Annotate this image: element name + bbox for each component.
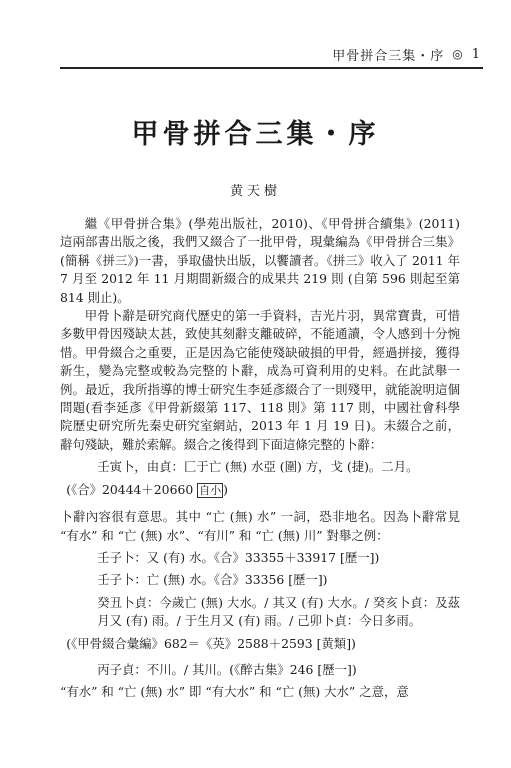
ornament-icon: ◎	[452, 47, 464, 61]
example-5: 丙子貞：不川。/ 其川。(《醉古集》246 [歷一])	[97, 661, 357, 677]
paragraph-4: “有水” 和 “亡 (無) 水” 即 “有大水” 和 “亡 (無) 大水” 之意，意	[60, 684, 409, 700]
paragraph-2: 甲骨卜辭是研究商代歷史的第一手資料，吉光片羽，異常寶貴，可惜多數甲骨因殘缺太甚，致使其刻辭支離破碎，不能通讀，令人感到十分惋惜。甲骨綴合之重要，正是因為它能使殘缺破損的甲骨，經過拼接，獲得新生，變為完整或較為完整的卜辭，成為可資利用的史料。在此試舉一例。最近，我所指導的博士研究生李延彥綴合了一則殘甲，就能說明這個問題(看李延彥《甲骨新綴第 117、118 則》第 117 則，中國社會科學院歷史研究所先秦史研究室網站，2013 年 1 月 19 日)。未綴合之前，辭句殘缺，難於索解。綴合之後得到下面這條完整的卜辭：	[60, 308, 460, 452]
category-tag: 自小	[199, 483, 222, 497]
example-2-text: 壬子卜：又 (有) 水。《合》33355＋33917	[97, 549, 337, 565]
author-name: 黄天樹	[229, 184, 281, 199]
running-header	[60, 44, 481, 64]
page-number: 1	[471, 46, 481, 62]
category-tag: 歷一	[293, 572, 318, 588]
example-2: 壬子卜：又 (有) 水。《合》33355＋33917 [歷一])	[97, 549, 380, 565]
page-title: 甲骨拼合三集・序	[131, 119, 380, 150]
citation-text: (《合》20444＋20660	[66, 481, 194, 497]
paragraph-3: 卜辭內容很有意思。其中 “亡 (無) 水” 一詞，恐非地名。因為卜辭常見 “有水” 和 “亡 (無) 水”、“有川” 和 “亡 (無) 川” 對舉之例：	[60, 509, 460, 543]
paragraph-1: 繼《甲骨拼合集》(學苑出版社，2010)、《甲骨拼合續集》(2011) 這兩部書出版之後，我們又綴合了一批甲骨，現彙編為《甲骨拼合三集》(簡稱《拼三》)一書，爭取儘快出版，以饗讀者。《拼三》收入了 2011 年 7 月至 2012 年 11 月期間新綴合的成果共 219 則 (自第 596 則起至第 814 則止)。	[60, 216, 460, 305]
example-3: 壬子卜：亡 (無) 水。《合》33356 [歷一])	[97, 572, 328, 588]
example-1: 壬寅卜，由貞：匚于亡 (無) 水亞 (圍) 方，戈 (捷)。二月。	[97, 459, 419, 475]
category-tag: 歷一	[322, 661, 348, 677]
running-title: 甲骨拼合三集・序	[332, 48, 445, 64]
category-tag: 歷一	[344, 549, 370, 565]
category-tag: 黄類	[321, 635, 347, 651]
example-4-citation: (《甲骨綴合彙編》682＝《英》2588＋2593 [黄類])	[66, 635, 356, 651]
example-5-text: 丙子貞：不川。/ 其川。(《醉古集》246	[97, 661, 314, 677]
example-3-text: 壬子卜：亡 (無) 水。《合》33356	[97, 572, 285, 588]
example-1-citation: (《合》20444＋20660 自小 )	[66, 481, 229, 497]
citation-text: (《甲骨綴合彙編》682＝《英》2588＋2593	[66, 635, 313, 651]
example-4: 癸丑卜貞：今歲亡 (無) 大水。/ 其又 (有) 大水。/ 癸亥卜貞：及茲月又 (有) 雨。/ 于生月又 (有) 雨。/ 己卯卜貞：今日多雨。	[97, 594, 460, 629]
body-text	[60, 215, 460, 702]
header-rule	[60, 67, 483, 69]
